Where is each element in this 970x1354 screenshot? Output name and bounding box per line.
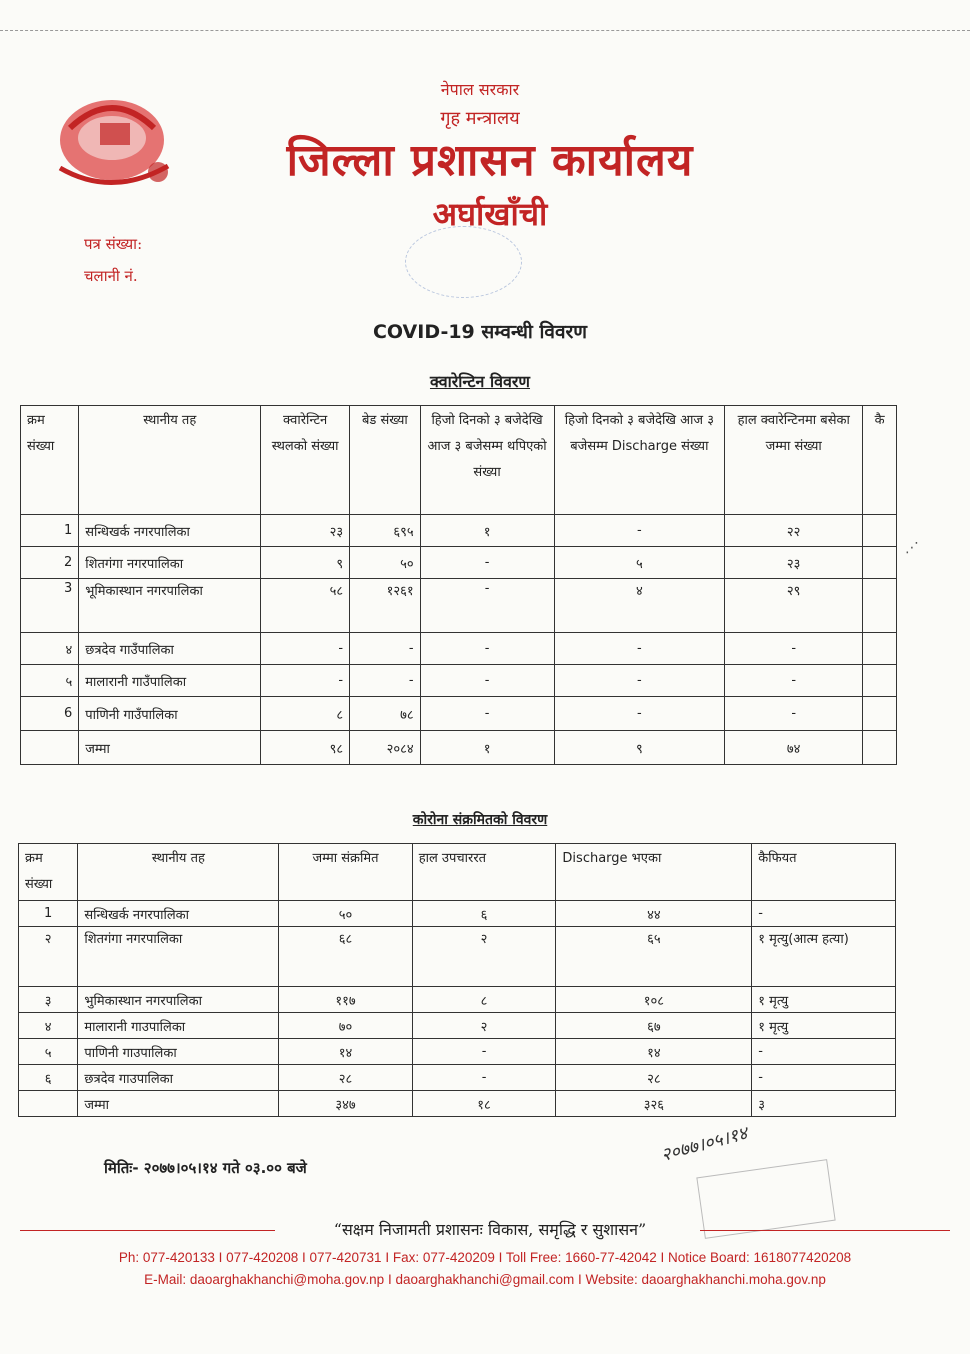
cell-current: २३ bbox=[725, 547, 863, 579]
col-current: हाल क्वारेन्टिनमा बसेका जम्मा संख्या bbox=[725, 406, 863, 515]
cell-current: २९ bbox=[725, 579, 863, 633]
table-row bbox=[21, 579, 897, 633]
total-remark bbox=[863, 731, 897, 765]
cell-sites: ८ bbox=[261, 697, 350, 731]
table-row bbox=[19, 1013, 896, 1039]
cell-beds: - bbox=[350, 633, 421, 665]
top-dashed-line bbox=[0, 30, 970, 31]
total-sites: ९८ bbox=[261, 731, 350, 765]
cell-active: ८ bbox=[412, 987, 556, 1013]
cell-total: ११७ bbox=[279, 987, 412, 1013]
total-added: १ bbox=[420, 731, 554, 765]
table-row bbox=[19, 1039, 896, 1065]
cell-remark bbox=[863, 697, 897, 731]
footer-contact-line: Ph: 077-420133 I 077-420208 I 077-420731 I Fax: 077-420209 I Toll Free: 1660-77-42042 I Notice Board: 1618077420208 bbox=[118, 1250, 852, 1265]
cell-added: - bbox=[420, 665, 554, 697]
table-header-row bbox=[19, 844, 896, 901]
dispatch-number-label: चलानी नं. bbox=[84, 267, 138, 285]
table-header-row bbox=[21, 406, 897, 515]
col-remark: कै bbox=[863, 406, 897, 515]
cell-sites: - bbox=[261, 633, 350, 665]
col-serial: क्रम संख्या bbox=[21, 406, 79, 515]
col-active: हाल उपचाररत bbox=[412, 844, 556, 901]
cell-current: - bbox=[725, 697, 863, 731]
cell-added: - bbox=[420, 633, 554, 665]
cell-active: - bbox=[412, 1039, 556, 1065]
cell-local-level: छत्रदेव गाउँपालिका bbox=[79, 633, 261, 665]
cell-discharged: - bbox=[554, 515, 725, 547]
government-label: नेपाल सरकार bbox=[440, 80, 520, 99]
cell-discharged: - bbox=[554, 633, 725, 665]
office-stamp-mark bbox=[405, 226, 522, 298]
col-serial: क्रम संख्या bbox=[19, 844, 78, 901]
total-beds: २०८४ bbox=[350, 731, 421, 765]
ministry-label: गृह मन्त्रालय bbox=[440, 108, 520, 129]
cell-remark: - bbox=[752, 1039, 896, 1065]
cell-sites: ९ bbox=[261, 547, 350, 579]
quarantine-heading: क्वारेन्टिन विवरण bbox=[429, 372, 531, 391]
table-row bbox=[21, 633, 897, 665]
office-title: जिल्ला प्रशासन कार्यालय bbox=[286, 135, 694, 186]
col-local-level: स्थानीय तह bbox=[78, 844, 279, 901]
cell-serial: 6 bbox=[21, 697, 79, 731]
table-row bbox=[19, 987, 896, 1013]
cell-serial: ५ bbox=[21, 665, 79, 697]
cell-beds: ७८ bbox=[350, 697, 421, 731]
table-row bbox=[21, 665, 897, 697]
total-label: जम्मा bbox=[79, 731, 261, 765]
total-infected: ३४७ bbox=[279, 1091, 412, 1117]
total-label: जम्मा bbox=[78, 1091, 279, 1117]
cell-added: १ bbox=[420, 515, 554, 547]
cell-discharged: ४ bbox=[554, 579, 725, 633]
cell-remark: १ मृत्यु bbox=[752, 1013, 896, 1039]
col-discharged: हिजो दिनको ३ बजेदेखि आज ३ बजेसम्म Discharge संख्या bbox=[554, 406, 725, 515]
motto-right-rule bbox=[700, 1230, 950, 1231]
cell-local-level: मालारानी गाउँपालिका bbox=[79, 665, 261, 697]
infected-table bbox=[18, 843, 896, 1117]
total-current: ७४ bbox=[725, 731, 863, 765]
cell-serial: ३ bbox=[19, 987, 78, 1013]
cell-serial: ६ bbox=[19, 1065, 78, 1091]
cell-discharged: ६७ bbox=[556, 1013, 752, 1039]
cell-active: २ bbox=[412, 927, 556, 987]
cell-sites: ५८ bbox=[261, 579, 350, 633]
cell-serial bbox=[19, 1091, 78, 1117]
cell-total: ६८ bbox=[279, 927, 412, 987]
cell-remark bbox=[863, 633, 897, 665]
cell-local-level: भुमिकास्थान नगरपालिका bbox=[78, 987, 279, 1013]
total-discharged: ३२६ bbox=[556, 1091, 752, 1117]
cell-remark bbox=[863, 665, 897, 697]
cell-serial: ४ bbox=[21, 633, 79, 665]
cell-local-level: सन्धिखर्क नगरपालिका bbox=[79, 515, 261, 547]
motto-left-rule bbox=[20, 1230, 275, 1231]
table-row bbox=[19, 901, 896, 927]
cell-remark bbox=[863, 579, 897, 633]
cell-sites: २३ bbox=[261, 515, 350, 547]
cell-serial bbox=[21, 731, 79, 765]
cell-serial: ५ bbox=[19, 1039, 78, 1065]
cell-serial: ४ bbox=[19, 1013, 78, 1039]
nepal-emblem-logo bbox=[50, 88, 185, 198]
cell-total: २८ bbox=[279, 1065, 412, 1091]
cell-remark: - bbox=[752, 1065, 896, 1091]
cell-discharged: - bbox=[554, 697, 725, 731]
cell-local-level: मालारानी गाउपालिका bbox=[78, 1013, 279, 1039]
cell-beds: १२६१ bbox=[350, 579, 421, 633]
total-discharged: ९ bbox=[554, 731, 725, 765]
table-row bbox=[21, 547, 897, 579]
cell-active: २ bbox=[412, 1013, 556, 1039]
cell-current: २२ bbox=[725, 515, 863, 547]
cell-remark: १ मृत्यु bbox=[752, 987, 896, 1013]
cell-discharged: २८ bbox=[556, 1065, 752, 1091]
quarantine-table bbox=[20, 405, 897, 765]
cell-sites: - bbox=[261, 665, 350, 697]
cell-discharged: १४ bbox=[556, 1039, 752, 1065]
cell-serial: 3 bbox=[21, 579, 79, 633]
total-active: १८ bbox=[412, 1091, 556, 1117]
cell-local-level: शितगंगा नगरपालिका bbox=[79, 547, 261, 579]
cell-discharged: ६५ bbox=[556, 927, 752, 987]
cell-added: - bbox=[420, 697, 554, 731]
cell-serial: 1 bbox=[21, 515, 79, 547]
letter-number-label: पत्र संख्या: bbox=[84, 235, 143, 253]
table-row bbox=[19, 927, 896, 987]
cell-total: ५० bbox=[279, 901, 412, 927]
table-row bbox=[21, 515, 897, 547]
col-local-level: स्थानीय तह bbox=[79, 406, 261, 515]
table-row bbox=[19, 1065, 896, 1091]
cell-local-level: पाणिनी गाउपालिका bbox=[78, 1039, 279, 1065]
cell-total: ७० bbox=[279, 1013, 412, 1039]
cell-active: - bbox=[412, 1065, 556, 1091]
signature: २०७७।०५।१४ bbox=[658, 1122, 750, 1167]
table-total-row bbox=[19, 1091, 896, 1117]
cell-current: - bbox=[725, 633, 863, 665]
cell-local-level: छत्रदेव गाउपालिका bbox=[78, 1065, 279, 1091]
total-remark: ३ bbox=[752, 1091, 896, 1117]
district-name: अर्घाखाँची bbox=[432, 195, 548, 233]
cell-local-level: भूमिकास्थान नगरपालिका bbox=[79, 579, 261, 633]
cell-current: - bbox=[725, 665, 863, 697]
cell-remark: १ मृत्यु(आत्म हत्या) bbox=[752, 927, 896, 987]
office-seal-mark bbox=[696, 1159, 835, 1239]
table-total-row bbox=[21, 731, 897, 765]
col-remark: कैफियत bbox=[752, 844, 896, 901]
infected-heading: कोरोना संक्रमितको विवरण bbox=[412, 812, 548, 828]
cell-remark: - bbox=[752, 901, 896, 927]
col-added: हिजो दिनको ३ बजेदेखि आज ३ बजेसम्म थपिएको संख्या bbox=[420, 406, 554, 515]
document-title: COVID-19 सम्वन्धी विवरण bbox=[372, 321, 588, 343]
cell-local-level: पाणिनी गाउँपालिका bbox=[79, 697, 261, 731]
footer-email-line: E-Mail: daoarghakhanchi@moha.gov.np I daoarghakhanchi@gmail.com I Website: daoarghakhanchi.moha.gov.np bbox=[144, 1272, 826, 1287]
cell-remark bbox=[863, 515, 897, 547]
cell-local-level: शितगंगा नगरपालिका bbox=[78, 927, 279, 987]
cell-remark bbox=[863, 547, 897, 579]
cell-discharged: ४४ bbox=[556, 901, 752, 927]
cell-added: - bbox=[420, 547, 554, 579]
col-discharged: Discharge भएका bbox=[556, 844, 752, 901]
cell-serial: २ bbox=[19, 927, 78, 987]
cell-local-level: सन्धिखर्क नगरपालिका bbox=[78, 901, 279, 927]
col-total-infected: जम्मा संक्रमित bbox=[279, 844, 412, 901]
col-beds: बेड संख्या bbox=[350, 406, 421, 515]
table-row bbox=[21, 697, 897, 731]
cell-discharged: १०८ bbox=[556, 987, 752, 1013]
motto: “सक्षम निजामती प्रशासनः विकास, समृद्धि र सुशासन” bbox=[333, 1220, 647, 1239]
cell-beds: ६९५ bbox=[350, 515, 421, 547]
date-line: मितिः- २०७७।०५।१४ गते ०३.०० बजे bbox=[104, 1159, 307, 1177]
cell-beds: - bbox=[350, 665, 421, 697]
margin-marks: ⋰ bbox=[905, 540, 919, 556]
cell-discharged: ५ bbox=[554, 547, 725, 579]
cell-discharged: - bbox=[554, 665, 725, 697]
cell-active: ६ bbox=[412, 901, 556, 927]
cell-added: - bbox=[420, 579, 554, 633]
cell-serial: 2 bbox=[21, 547, 79, 579]
cell-total: १४ bbox=[279, 1039, 412, 1065]
cell-beds: ५० bbox=[350, 547, 421, 579]
cell-serial: 1 bbox=[19, 901, 78, 927]
col-quarantine-sites: क्वारेन्टिन स्थलको संख्या bbox=[261, 406, 350, 515]
